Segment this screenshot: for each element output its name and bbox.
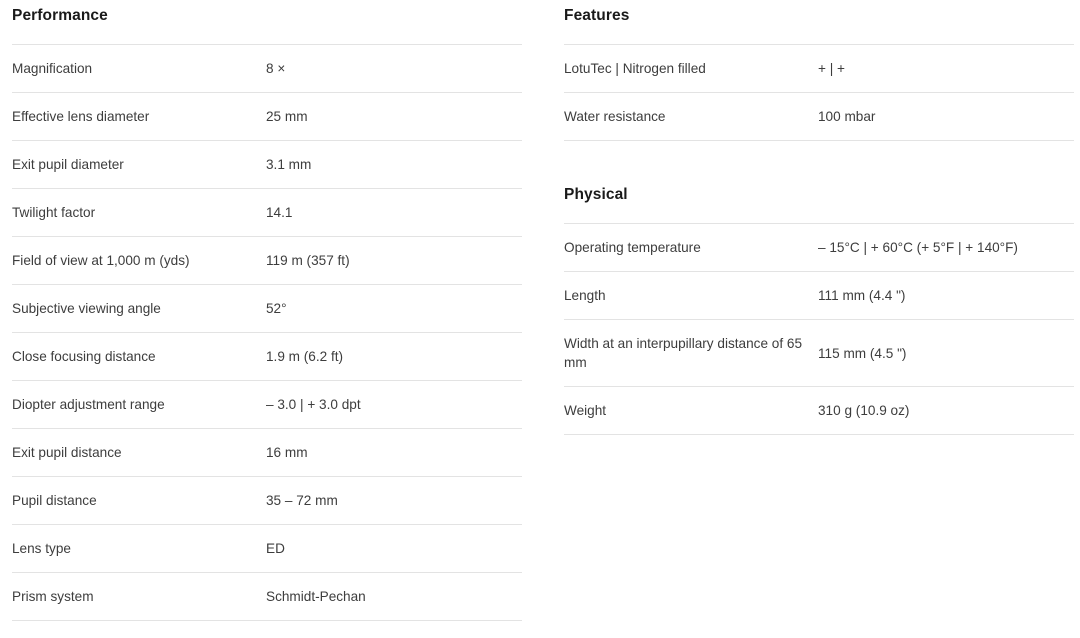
spec-value: 115 mm (4.5 ") <box>818 345 907 361</box>
table-row <box>12 429 522 477</box>
physical-spec-table <box>564 223 1074 435</box>
spec-value: – 15°C | + 60°C (+ 5°F | + 140°F) <box>818 240 1018 255</box>
spec-label: Exit pupil distance <box>12 445 122 460</box>
spec-label: Twilight factor <box>12 205 96 220</box>
spec-label: Field of view at 1,000 m (yds) <box>12 253 190 268</box>
spec-value: 16 mm <box>266 445 308 460</box>
performance-spec-table <box>12 44 522 621</box>
table-row <box>564 387 1074 435</box>
left-column <box>12 6 522 621</box>
spec-label: Exit pupil diameter <box>12 157 124 172</box>
table-row <box>12 189 522 237</box>
spec-value: 35 – 72 mm <box>266 493 338 508</box>
spec-label: Effective lens diameter <box>12 109 150 124</box>
table-row <box>12 237 522 285</box>
section-features <box>564 6 1074 141</box>
spec-label: Length <box>564 288 606 303</box>
spec-value: 8 × <box>266 61 286 76</box>
spec-label: Lens type <box>12 541 71 556</box>
table-row <box>564 272 1074 320</box>
spec-value: – 3.0 | + 3.0 dpt <box>266 397 361 412</box>
spec-label: Water resistance <box>564 109 666 124</box>
spec-label: Prism system <box>12 589 94 604</box>
table-row <box>12 381 522 429</box>
spec-value: Schmidt-Pechan <box>266 589 366 604</box>
spec-label: Weight <box>564 403 607 418</box>
spec-value: 111 mm (4.4 ") <box>818 288 906 303</box>
section-title-features: Features <box>564 7 630 24</box>
section-physical <box>564 185 1074 435</box>
spec-label: Width at an interpupillary distance of 65 mm <box>564 336 803 370</box>
spec-label: LotuTec | Nitrogen filled <box>564 61 706 76</box>
table-row <box>564 45 1074 93</box>
right-column <box>564 6 1074 435</box>
spec-value: 14.1 <box>266 205 293 220</box>
spec-value: 52° <box>266 301 287 316</box>
table-row <box>12 285 522 333</box>
table-row <box>564 224 1074 272</box>
spec-label: Subjective viewing angle <box>12 301 161 316</box>
spec-label: Operating temperature <box>564 240 701 255</box>
spec-label: Pupil distance <box>12 493 97 508</box>
table-row <box>12 141 522 189</box>
table-row <box>12 573 522 621</box>
section-title-performance: Performance <box>12 7 108 24</box>
table-row <box>12 525 522 573</box>
table-row <box>12 477 522 525</box>
section-title-physical: Physical <box>564 186 628 203</box>
section-performance <box>12 6 522 621</box>
spec-value: 25 mm <box>266 109 308 124</box>
spec-value: 3.1 mm <box>266 157 312 172</box>
table-row <box>12 93 522 141</box>
spec-value: 119 m (357 ft) <box>266 253 350 268</box>
spec-value: 310 g (10.9 oz) <box>818 403 910 418</box>
features-spec-table <box>564 44 1074 141</box>
spec-value: + | + <box>818 61 845 76</box>
table-row <box>12 45 522 93</box>
spec-value: ED <box>266 541 285 556</box>
table-row <box>12 333 522 381</box>
spec-value: 1.9 m (6.2 ft) <box>266 349 344 364</box>
table-row <box>564 320 1074 387</box>
spec-value: 100 mbar <box>818 109 876 124</box>
spec-label: Diopter adjustment range <box>12 397 165 412</box>
spec-label: Close focusing distance <box>12 349 156 364</box>
table-row <box>564 93 1074 141</box>
spec-label: Magnification <box>12 61 93 76</box>
